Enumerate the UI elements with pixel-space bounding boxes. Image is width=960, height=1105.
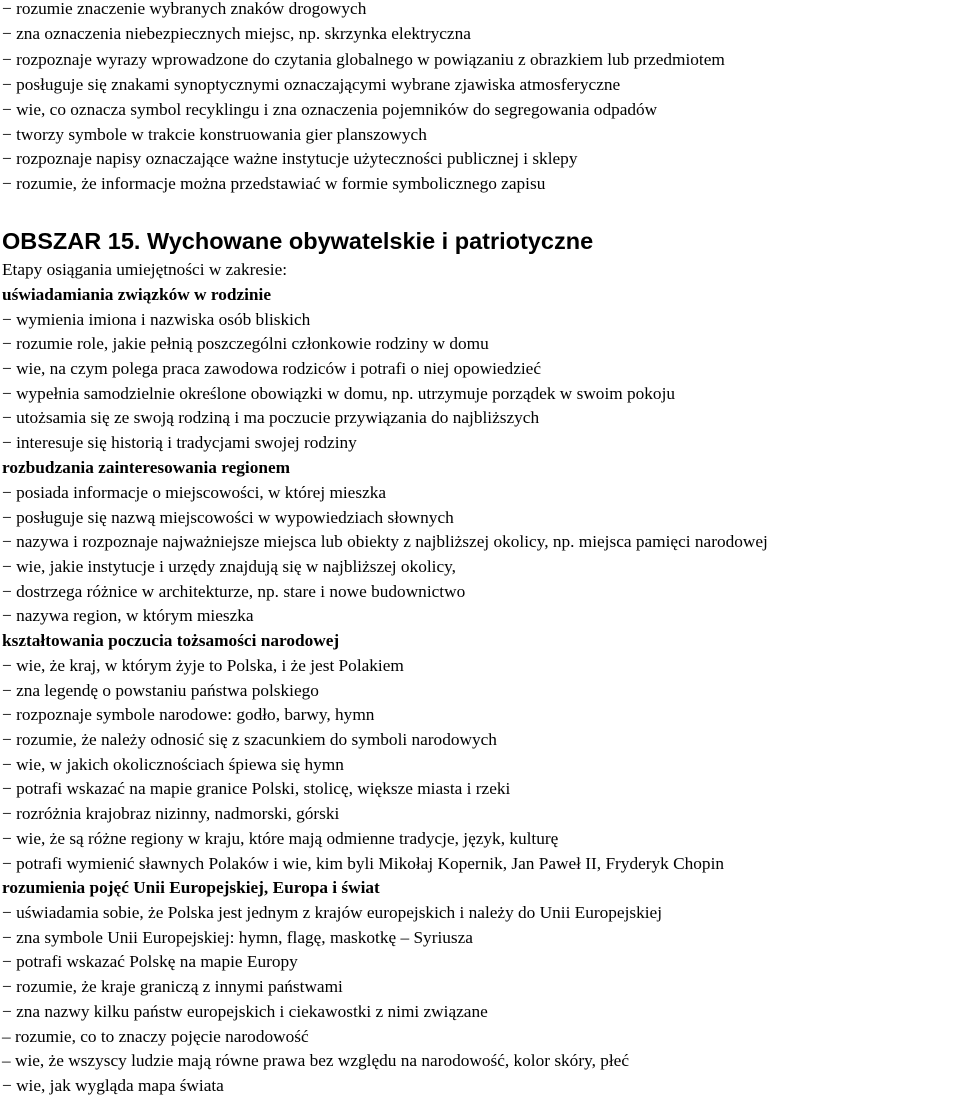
bullet-item: − wie, na czym polega praca zawodowa rodziców i potrafi o niej opowiedzieć — [2, 359, 542, 378]
subsection-heading: rozbudzania zainteresowania regionem — [2, 458, 291, 477]
bullet-item: – wie, że wszyscy ludzie mają równe prawa bez względu na narodowość, kolor skóry, płeć — [2, 1051, 630, 1070]
section-number: OBSZAR 15. — [2, 228, 141, 254]
bullet-item: − rozumie, że kraje graniczą z innymi państwami — [2, 977, 343, 996]
bullet-item: − wie, jak wygląda mapa świata — [2, 1076, 224, 1095]
bullet-item: − tworzy symbole w trakcie konstruowania gier planszowych — [2, 125, 427, 144]
bullet-item: − utożsamia się ze swoją rodziną i ma poczucie przywiązania do najbliższych — [2, 408, 540, 427]
bullet-item: − wypełnia samodzielnie określone obowiązki w domu, np. utrzymuje porządek w swoim pokoju — [2, 384, 676, 403]
bullet-item: − wie, że są różne regiony w kraju, które mają odmienne tradycje, język, kulturę — [2, 829, 559, 848]
bullet-item: − zna oznaczenia niebezpiecznych miejsc, np. skrzynka elektryczna — [2, 24, 471, 43]
bullet-item: − posługuje się znakami synoptycznymi oznaczającymi wybrane zjawiska atmosferyczne — [2, 75, 621, 94]
bullet-item: − wie, w jakich okolicznościach śpiewa się hymn — [2, 755, 344, 774]
bullet-item: − uświadamia sobie, że Polska jest jednym z krajów europejskich i należy do Unii Europejskiej — [2, 903, 663, 922]
bullet-item: − wie, co oznacza symbol recyklingu i zna oznaczenia pojemników do segregowania odpadów — [2, 100, 658, 119]
bullet-item: − rozumie role, jakie pełnią poszczególni członkowie rodziny w domu — [2, 334, 489, 353]
section-intro: Etapy osiągania umiejętności w zakresie: — [2, 260, 288, 279]
bullet-item: − rozpoznaje symbole narodowe: godło, barwy, hymn — [2, 705, 375, 724]
bullet-item: − rozpoznaje wyrazy wprowadzone do czytania globalnego w powiązaniu z obrazkiem lub przedmiotem — [2, 50, 725, 69]
bullet-item: − potrafi wskazać na mapie granice Polski, stolicę, większe miasta i rzeki — [2, 779, 511, 798]
bullet-item: − dostrzega różnice w architekturze, np. stare i nowe budownictwo — [2, 582, 466, 601]
bullet-item: − rozróżnia krajobraz nizinny, nadmorski, górski — [2, 804, 340, 823]
subsection-heading: rozumienia pojęć Unii Europejskiej, Europa i świat — [2, 878, 380, 897]
bullet-item: − posiada informacje o miejscowości, w której mieszka — [2, 483, 387, 502]
bullet-item: − wie, że kraj, w którym żyje to Polska, i że jest Polakiem — [2, 656, 404, 675]
bullet-item: − wymienia imiona i nazwiska osób bliskich — [2, 310, 311, 329]
bullet-item: − zna legendę o powstaniu państwa polskiego — [2, 681, 319, 700]
bullet-item: − potrafi wymienić sławnych Polaków i wie, kim byli Mikołaj Kopernik, Jan Paweł II, Fryderyk Chopin — [2, 854, 725, 873]
bullet-item: − zna nazwy kilku państw europejskich i ciekawostki z nimi związane — [2, 1002, 488, 1021]
bullet-item: − rozumie znaczenie wybranych znaków drogowych — [2, 0, 367, 18]
bullet-item: − rozumie, że należy odnosić się z szacunkiem do symboli narodowych — [2, 730, 497, 749]
subsection-heading: uświadamiania związków w rodzinie — [2, 285, 271, 304]
bullet-item: − rozumie, że informacje można przedstawiać w formie symbolicznego zapisu — [2, 174, 546, 193]
section-heading — [2, 227, 593, 255]
bullet-item: − nazywa i rozpoznaje najważniejsze miejsca lub obiekty z najbliższej okolicy, np. miejsca pamięci narodowej — [2, 532, 768, 551]
bullet-item: − zna symbole Unii Europejskiej: hymn, flagę, maskotkę – Syriusza — [2, 928, 473, 947]
bullet-item: − nazywa region, w którym mieszka — [2, 606, 254, 625]
bullet-item: − wie, jakie instytucje i urzędy znajdują się w najbliższej okolicy, — [2, 557, 456, 576]
bullet-item: − posługuje się nazwą miejscowości w wypowiedziach słownych — [2, 508, 454, 527]
bullet-item: − interesuje się historią i tradycjami swojej rodziny — [2, 433, 357, 452]
bullet-item: – rozumie, co to znaczy pojęcie narodowość — [2, 1027, 309, 1046]
subsection-heading: kształtowania poczucia tożsamości narodowej — [2, 631, 340, 650]
bullet-item: − potrafi wskazać Polskę na mapie Europy — [2, 952, 298, 971]
bullet-item: − rozpoznaje napisy oznaczające ważne instytucje użyteczności publicznej i sklepy — [2, 149, 578, 168]
section-title: Wychowane obywatelskie i patriotyczne — [146, 228, 594, 254]
